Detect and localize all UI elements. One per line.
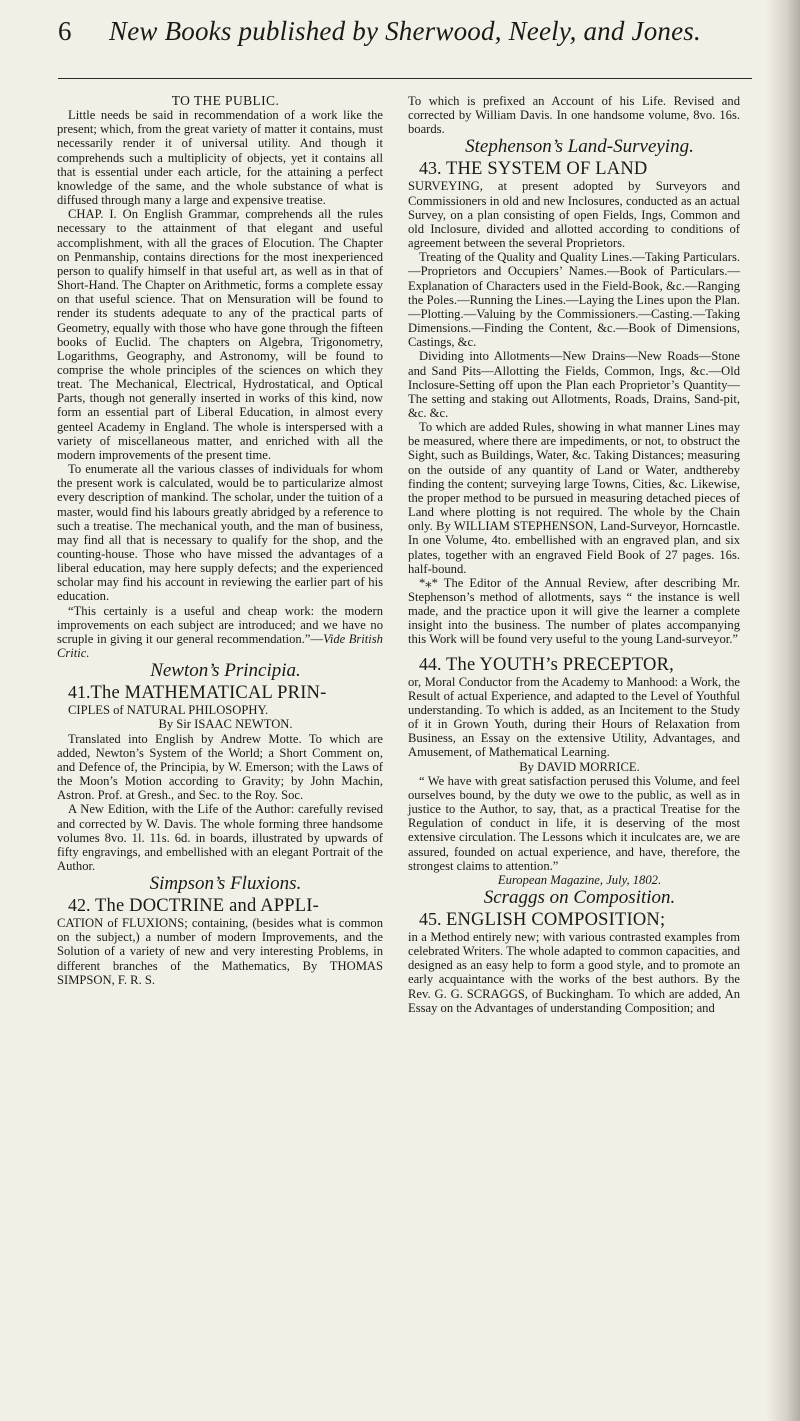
entry-title: The YOUTH’s PRECEPTOR, [446, 654, 674, 675]
paragraph: Translated into English by Andrew Motte. To which are added, Newton’s System of the World; a Short Comment on, and Defence of, the Principia, by W. Emerson; with the Laws of the Moon’s Motion according to Gravity; by John Machin, Astron. Prof. at Gresh., and Sec. to the Roy. Soc. [57, 731, 383, 803]
entry-author: By Sir ISAAC NEWTON. [158, 717, 293, 732]
header-rule [58, 78, 752, 79]
entry-number: 42. [68, 895, 91, 916]
paragraph: Treating of the Quality and Quality Lines.—Taking Particulars.—Proprietors and Occupiers’ Names.—Book of Particulars.—Explanation of Characters used in the Field-Book, &c.—Ranging the Poles.—Running the Lines.—Laying the Lines upon the Plan.—Plotting.—Valuing by the Commissioners.—Casting.—Taking Dimensions.—Finding the Content, &c.—Book of Dimensions, Castings, &c. [408, 250, 740, 350]
entry-number: 41. [68, 682, 91, 703]
entry-number: 43. [419, 158, 442, 179]
paragraph: To which are added Rules, showing in what manner Lines may be measured, where there are impediments, or not, to obstruct the Sight, such as Buildings, Water, &c. Taking Distances; measuring on the outside of any quantity of Land or Water, andthereby finding the content; surveying large Towns, Cities, &c. Likewise, the proper method to be pursued in measuring detached pieces of Land where plotting is not required. The whole by the Chain only. By WILLIAM STEPHENSON, Land-Surveyor, Horncastle. In one Volume, 4to. embellished with an engraved plan, and six plates, together with an engraved Field Book of 27 pages. 16s. half-bound. [408, 420, 740, 576]
paragraph: “ We have with great satisfaction perused this Volume, and feel ourselves bound, by the duty we owe to the public, as well as in justice to the Author, to say, that, as a practical Treatise for the Regulation of conduct in life, it is deserving of the most extensive circulation. The Lessons which it inculcates are, we are assured, founded on actual experience, and have, therefore, the strongest claims to attention.” [408, 773, 740, 873]
section-title-scraggs: Scraggs on Composition. [483, 886, 676, 908]
paragraph: CATION of FLUXIONS; containing, (besides what is common on the subject,) a number of modern Improvements, and the Solution of a variety of new and very interesting Problems, in different branches of the Mathematics, By THOMAS SIMPSON, F. R. S. [57, 916, 383, 987]
entry-head-42 [57, 895, 383, 916]
section-title-stephenson: Stephenson’s Land-Surveying. [465, 136, 694, 158]
entry-head-45 [408, 909, 740, 930]
left-column [57, 94, 383, 987]
quote-source: Vide British Critic. [57, 631, 383, 661]
paragraph: Dividing into Allotments—New Drains—New Roads—Stone and Sand Pits—Allotting the Fields, Common, Ings, &c.—Old Inclosure-Setting off upon the Plan each Proprietor’s Quantity—The setting and staking out Allotments, Roads, Drains, Sand-pit, &c. &c. [408, 349, 740, 420]
paragraph [57, 604, 383, 661]
section-title-newton: Newton’s Principia. [150, 660, 301, 682]
paragraph: in a Method entirely new; with various contrasted examples from celebrated Writers. The whole adapted to common capacities, and designed as an easy help to form a good style, and to promote an early acquaintance with the works of the best authors. By the Rev. G. G. SCRAGGS, of Buckingham. To which are added, An Essay on the Advantages of understanding Composition; and [408, 929, 740, 1015]
running-title: New Books published by Sherwood, Neely, and Jones. [109, 16, 701, 46]
quote-text: “This certainly is a useful and cheap work: the modern improvements on each subject are introduced; and we have no scruple in giving it our general recommendation.”— [57, 603, 383, 646]
section-heading: TO THE PUBLIC. [171, 93, 280, 108]
quote-source: European Magazine, July, 1802. [497, 872, 662, 887]
entry-head-41 [57, 682, 383, 703]
entry-number: 45. [419, 908, 442, 929]
paragraph: CHAP. I. On English Grammar, comprehends all the rules necessary to the attainment of that elegant and useful accomplishment, with all the graces of Elocution. The Chapter on Penmanship, contains directions for the most inexperienced person to qualify himself in that useful art, as well as in that of Short-Hand. The Chapter on Arithmetic, forms a complete essay on that useful science. That on Mensuration will be found to render its students adequate to any of the practical parts of Geometry, equally with those who have gone through the fifteen books of Euclid. The chapters on Algebra, Trigonometry, Logarithms, Geography, and Astronomy, will be found to comprise the whole principles of the sciences on which they treat. The Mechanical, Electrical, Hydrostatical, and Optical Parts, though not generally inserted in works of this kind, now form an essential part of Liberal Education, in almost every genteel Academy in England. The whole is interspersed with a variety of miscellaneous matter, and enriched with all the modern improvements of the present time. [57, 207, 383, 462]
section-title-simpson: Simpson’s Fluxions. [149, 873, 302, 895]
page-number: 6 [58, 16, 72, 46]
entry-title: ENGLISH COMPOSITION; [446, 909, 666, 930]
entry-title: The DOCTRINE and APPLI- [95, 896, 320, 917]
paragraph: SURVEYING, at present adopted by Surveyors and Commissioners in old and new Inclosures, conducted as an actual Survey, on a plan consisting of open Fields, Ings, Common and old Inclosure, divided and allotted according to conditions of agreement between the several Proprietors. [408, 179, 740, 251]
paragraph: Little needs be said in recommendation of a work like the present; which, from the great variety of matter it contains, must necessarily render it of universal utility. And though it comprehends such a multiplicity of objects, yet it contains all that is essential under each article, for the attaining a perfect knowledge of the same, and the whole substance of what is diffused through many a large and expensive treatise. [57, 108, 383, 208]
entry-subtitle: CIPLES of NATURAL PHILOSOPHY. [68, 703, 269, 718]
paragraph: *⁎* The Editor of the Annual Review, after describing Mr. Stephenson’s method of allotments, says “ the instance is well made, and the practice upon it will give the learner a complete insight into the business. The number of plates accompanying this Work will be found very useful to the young Land-surveyor.” [408, 575, 740, 647]
entry-head-44 [408, 654, 740, 675]
entry-title: THE SYSTEM OF LAND [446, 159, 648, 180]
right-column [408, 94, 740, 1015]
paragraph: To which is prefixed an Account of his Life. Revised and corrected by William Davis. In one handsome volume, 8vo. 16s. boards. [408, 94, 740, 137]
page-edge-shadow [766, 0, 800, 1421]
page-header [58, 16, 752, 56]
entry-author: By DAVID MORRICE. [519, 759, 640, 774]
spacer [408, 647, 740, 654]
paragraph: To enumerate all the various classes of individuals for whom the present work is calculated, would be to particularize almost every description of mankind. The scholar, under the tuition of a master, would find his labours greatly abridged by a reference to such a treatise. The mechanical youth, and the man of business, may find all that is necessary to qualify for the shop, and the counting-house. Those who have missed the advantages of a liberal education, may here supply defects; and the experienced scholar may find his account in reviewing the earlier part of his education. [57, 462, 383, 604]
entry-title: The MATHEMATICAL PRIN- [90, 683, 327, 704]
paragraph: A New Edition, with the Life of the Author: carefully revised and corrected by W. Davis. The whole forming three handsome volumes 8vo. 1l. 11s. 6d. in boards, illustrated by upwards of fifty engravings, and embellished with an elegant Portrait of the Author. [57, 802, 383, 873]
entry-head-43 [408, 158, 740, 179]
paragraph: or, Moral Conductor from the Academy to Manhood: a Work, the Result of actual Experience, and adapted to the Level of Youthful understanding. To which is added, as an Incitement to the Study of it in Grown Youth, during their Hours of Relaxation from Business, an Essay on the extensive Utility, Advantages, and Amusement, of Mathematical Learning. [408, 674, 740, 760]
entry-number: 44. [419, 653, 442, 674]
